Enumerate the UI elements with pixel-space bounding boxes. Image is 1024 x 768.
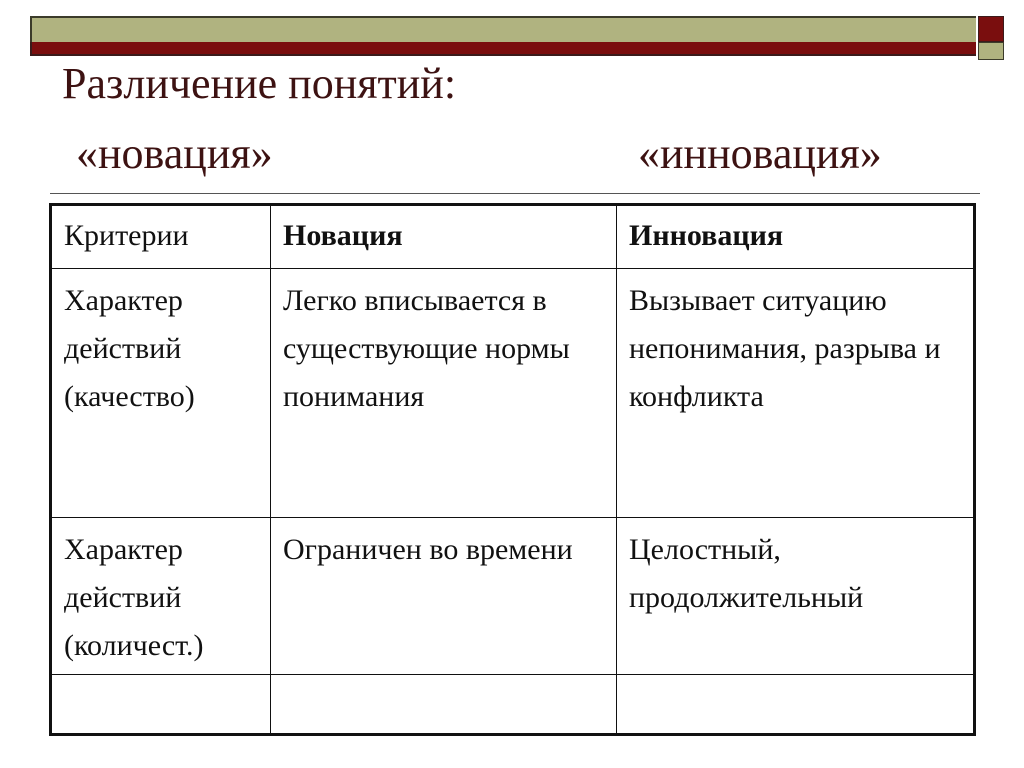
title-divider xyxy=(50,193,980,194)
header-band-olive xyxy=(30,16,976,42)
cell-novation xyxy=(271,675,617,735)
table-header-row xyxy=(51,205,975,269)
cell-criterion xyxy=(51,675,271,735)
header-criteria: Критерии xyxy=(51,205,271,269)
slide-title: Различение понятий: xyxy=(62,59,457,108)
corner-square-red xyxy=(978,16,1004,42)
cell-novation: Легко вписывается в существующие нормы понимания xyxy=(271,269,617,518)
cell-novation: Ограничен во времени xyxy=(271,518,617,675)
table-row xyxy=(51,269,975,518)
header-novation: Новация xyxy=(271,205,617,269)
comparison-table xyxy=(49,203,976,736)
title-term-innovation: «инновация» xyxy=(638,129,882,178)
cell-innovation xyxy=(617,675,975,735)
cell-criterion: Характер действий (качество) xyxy=(51,269,271,518)
table-row xyxy=(51,518,975,675)
title-term-novation: «новация» xyxy=(76,129,273,178)
header-innovation: Инновация xyxy=(617,205,975,269)
table-row-empty xyxy=(51,675,975,735)
corner-square-olive xyxy=(978,42,1004,60)
header-band-red xyxy=(30,42,976,56)
cell-criterion: Характер действий (количест.) xyxy=(51,518,271,675)
header-decor-band xyxy=(30,16,976,56)
cell-innovation: Целостный, продолжительный xyxy=(617,518,975,675)
cell-innovation: Вызывает ситуацию непонимания, разрыва и конфликта xyxy=(617,269,975,518)
